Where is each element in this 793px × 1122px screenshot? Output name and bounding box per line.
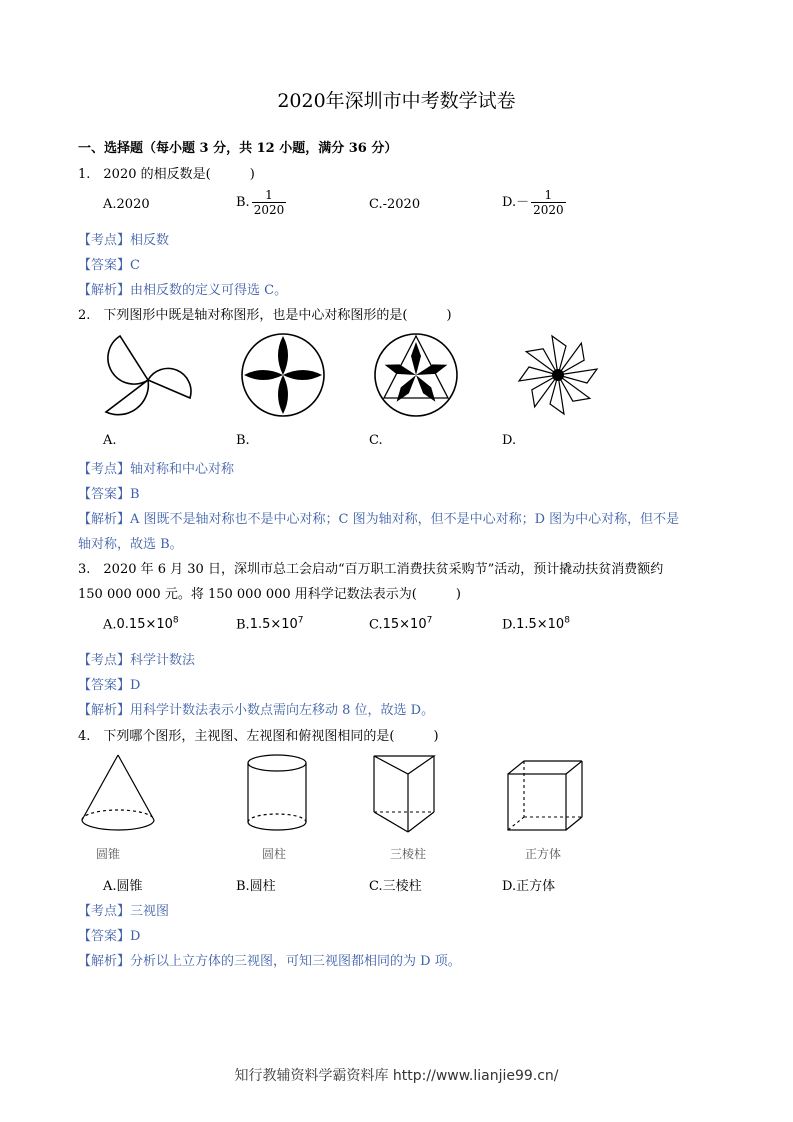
q2-figure-d (508, 328, 608, 423)
q1-option-b (236, 188, 286, 217)
q2-figure-a (98, 328, 198, 423)
q2-option-a: A. (103, 433, 117, 448)
q4-caption-cube: 正方体 (525, 847, 562, 861)
q3-option-a-exponent: 8 (172, 616, 179, 626)
q1-kaodian: 【考点】相反数 (78, 233, 170, 248)
q1-analysis: 【解析】由相反数的定义可得选 C。 (78, 283, 288, 298)
q1-stem: 1. 2020 的相反数是( ) (78, 167, 255, 182)
q4-option-c: C.三棱柱 (369, 879, 422, 894)
q4-analysis: 【解析】分析以上立方体的三视图，可知三视图都相同的为 D 项。 (78, 954, 461, 969)
q2-option-c: C. (369, 433, 383, 448)
q3-option-d-base: 1.5×10 (516, 617, 565, 633)
q1-answer: 【答案】C (78, 258, 140, 273)
q3-stem-line2: 150 000 000 元。将 150 000 000 用科学记数法表示为( ) (78, 587, 461, 602)
q3-option-d-math (516, 617, 570, 632)
q3-option-c-exponent: 7 (426, 616, 433, 626)
q3-option-c-prefix: C. (369, 617, 383, 633)
q3-option-b (236, 616, 304, 632)
q4-figure-triangular-prism (370, 752, 438, 837)
q1-option-d-numerator: 1 (544, 188, 553, 202)
q3-option-c-math (383, 617, 433, 632)
q3-analysis: 【解析】用科学计数法表示小数点需向左移动 8 位，故选 D。 (78, 703, 435, 718)
q3-option-d (502, 616, 570, 632)
q1-option-d (502, 188, 566, 217)
q4-kaodian: 【考点】三视图 (78, 904, 170, 919)
q4-figure-cylinder (244, 752, 310, 837)
q3-option-c (369, 616, 432, 632)
q4-option-a: A.圆锥 (103, 879, 143, 894)
q4-option-b: B.圆柱 (236, 879, 276, 894)
q1-option-d-fraction (531, 188, 566, 217)
q4-figure-cube (505, 758, 585, 834)
q2-answer: 【答案】B (78, 487, 140, 502)
q1-option-d-prefix: D.－ (502, 195, 530, 210)
q2-stem: 2. 下列图形中既是轴对称图形，也是中心对称图形的是( ) (78, 308, 452, 323)
q3-stem-line1: 3. 2020 年 6 月 30 日，深圳市总工会启动“百万职工消费扶贫采购节”活动，预计撬动扶贫消费额约 (78, 562, 664, 577)
q1-option-b-numerator: 1 (265, 188, 273, 202)
q4-option-d: D.正方体 (502, 879, 556, 894)
q4-caption-cone: 圆锥 (96, 847, 121, 861)
q2-analysis-line2: 轴对称，故选 B。 (78, 537, 183, 552)
page-title: 2020年深圳市中考数学试卷 (277, 90, 516, 112)
q1-option-d-denominator: 2020 (533, 203, 564, 217)
q3-option-c-base: 15×10 (382, 617, 427, 633)
q4-stem: 4. 下列哪个图形，主视图、左视图和俯视图相同的是( ) (78, 729, 439, 744)
q3-option-b-math (250, 617, 304, 632)
q3-option-b-prefix: B. (236, 617, 250, 633)
q2-option-b: B. (236, 433, 250, 448)
q2-figure-b (240, 332, 326, 418)
q1-option-a: A.2020 (103, 197, 150, 212)
q4-caption-cylinder: 圆柱 (262, 847, 287, 861)
q1-option-b-denominator: 2020 (253, 203, 285, 217)
footer-watermark: 知行教辅资料学霸资料库 http://www.lianjie99.cn/ (234, 1068, 559, 1084)
q2-kaodian: 【考点】轴对称和中心对称 (78, 462, 235, 477)
q3-option-b-base: 1.5×10 (249, 617, 298, 633)
q3-option-a (103, 616, 179, 632)
q3-answer: 【答案】D (78, 678, 141, 693)
q2-figure-c (373, 332, 459, 418)
q3-option-a-base: 0.15×10 (116, 617, 173, 633)
q1-option-c: C.-2020 (369, 197, 421, 212)
q3-option-d-exponent: 8 (564, 616, 570, 626)
q1-option-b-fraction (252, 188, 287, 217)
q3-option-d-prefix: D. (502, 617, 517, 633)
q4-caption-triangular-prism: 三棱柱 (390, 847, 427, 861)
q4-answer: 【答案】D (78, 929, 141, 944)
q3-option-b-exponent: 7 (297, 616, 304, 626)
q3-option-a-math (117, 617, 179, 632)
q3-option-a-prefix: A. (103, 617, 117, 633)
q1-option-b-prefix: B. (236, 195, 250, 210)
section-heading: 一、选择题（每小题 3 分，共 12 小题，满分 36 分） (78, 141, 398, 156)
q4-figure-cone (78, 752, 158, 837)
q2-option-d: D. (502, 433, 517, 448)
q3-kaodian: 【考点】科学计数法 (78, 653, 196, 668)
q2-analysis-line1: 【解析】A 图既不是轴对称也不是中心对称；C 图为轴对称，但不是中心对称；D 图为中心对称，但不是 (78, 512, 680, 527)
